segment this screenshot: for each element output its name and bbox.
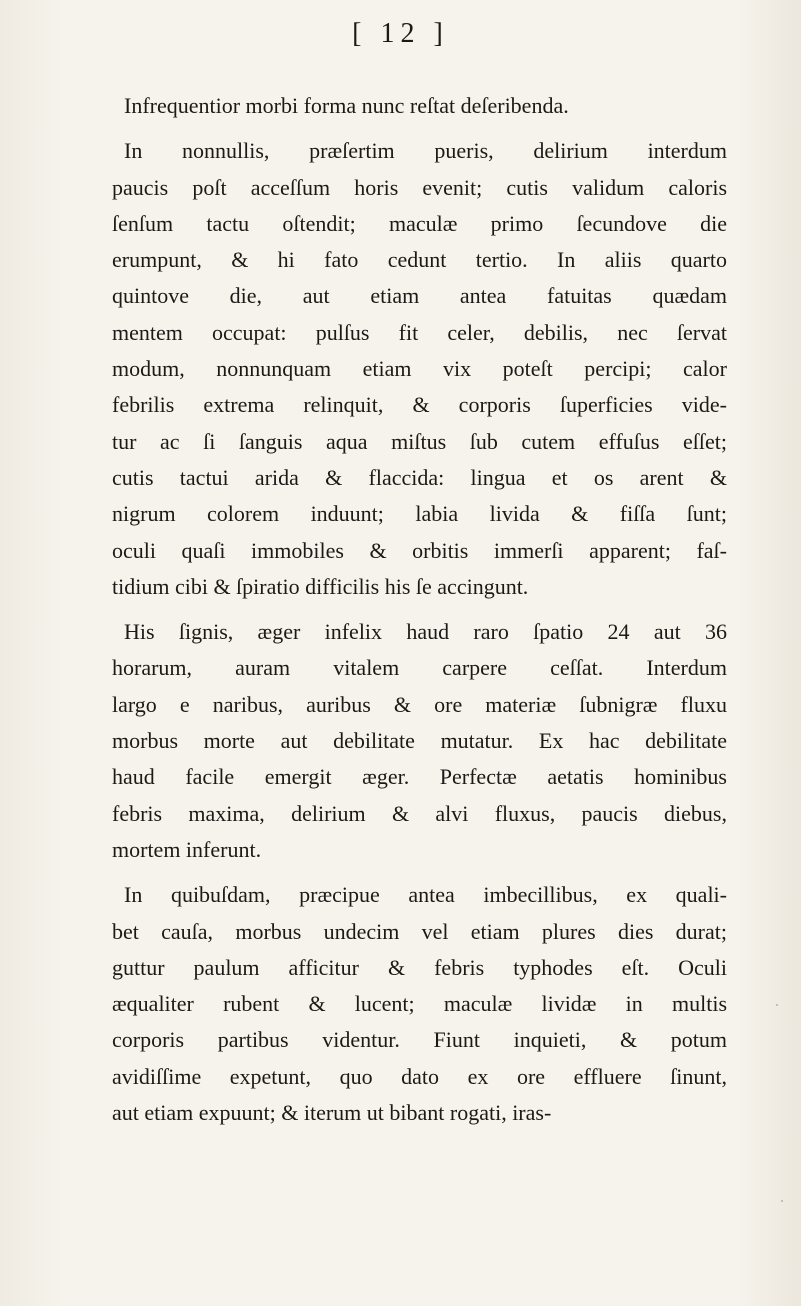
text-line: febris maxima, delirium & alvi fluxus, paucis diebus, (112, 800, 727, 826)
text-line: febrilis extrema relinquit, & corporis ſuperficies vide- (112, 392, 727, 418)
text-line: His ſignis, æger infelix haud raro ſpatio 24 aut 36 (124, 619, 727, 645)
text-line: tidium cibi & ſpiratio difficilis his ſe accingunt. (112, 573, 529, 599)
text-line: oculi quaſi immobiles & orbitis immerſi apparent; faſ- (112, 537, 727, 563)
page-number: [ 12 ] (352, 18, 449, 49)
text-line: avidiſſime expetunt, quo dato ex ore effluere ſinunt, (112, 1063, 727, 1089)
text-line: nigrum colorem induunt; labia livida & fiſſa ſunt; (112, 501, 727, 527)
text-line: quintove die, aut etiam antea fatuitas quædam (112, 283, 727, 309)
paragraph (112, 877, 727, 1131)
margin-speck (776, 1004, 778, 1006)
text-line: tur ac ſi ſanguis aqua miſtus ſub cutem effuſus eſſet; (112, 428, 727, 454)
paragraph (112, 133, 727, 605)
text-line: modum, nonnunquam etiam vix poteſt percipi; calor (112, 356, 727, 382)
text-line: Infrequentior morbi forma nunc reſtat deſeribenda. (124, 93, 569, 118)
text-line: cutis tactui arida & flaccida: lingua et os arent & (112, 464, 727, 490)
text-line: erumpunt, & hi fato cedunt tertio. In aliis quarto (112, 247, 727, 273)
text-line: guttur paulum afficitur & febris typhodes eſt. Oculi (112, 954, 727, 980)
text-line: æqualiter rubent & lucent; maculæ lividæ in multis (112, 991, 727, 1017)
text-line: ſenſum tactu oſtendit; maculæ primo ſecundove die (112, 210, 727, 236)
text-line: mortem inferunt. (112, 836, 262, 862)
margin-speck (781, 1200, 783, 1202)
text-line: In nonnullis, præſertim pueris, delirium interdum (124, 138, 727, 164)
paragraph (112, 88, 727, 124)
text-line: horarum, auram vitalem carpere ceſſat. Interdum (112, 655, 727, 681)
text-line: paucis poſt acceſſum horis evenit; cutis validum caloris (112, 174, 727, 200)
text-line: largo e naribus, auribus & ore materiæ ſubnigræ fluxu (112, 691, 727, 717)
text-line: morbus morte aut debilitate mutatur. Ex hac debilitate (112, 728, 727, 754)
text-line: In quibuſdam, præcipue antea imbecillibus, ex quali- (124, 882, 727, 908)
body-text (112, 88, 727, 1140)
text-line: aut etiam expuunt; & iterum ut bibant rogati, iras- (112, 1100, 552, 1126)
paragraph (112, 614, 727, 868)
text-line: mentem occupat: pulſus fit celer, debilis, nec ſervat (112, 319, 727, 345)
text-line: bet cauſa, morbus undecim vel etiam plures dies durat; (112, 918, 727, 944)
text-line: corporis partibus videntur. Fiunt inquieti, & potum (112, 1027, 727, 1053)
text-line: haud facile emergit æger. Perfectæ aetatis hominibus (112, 764, 727, 790)
